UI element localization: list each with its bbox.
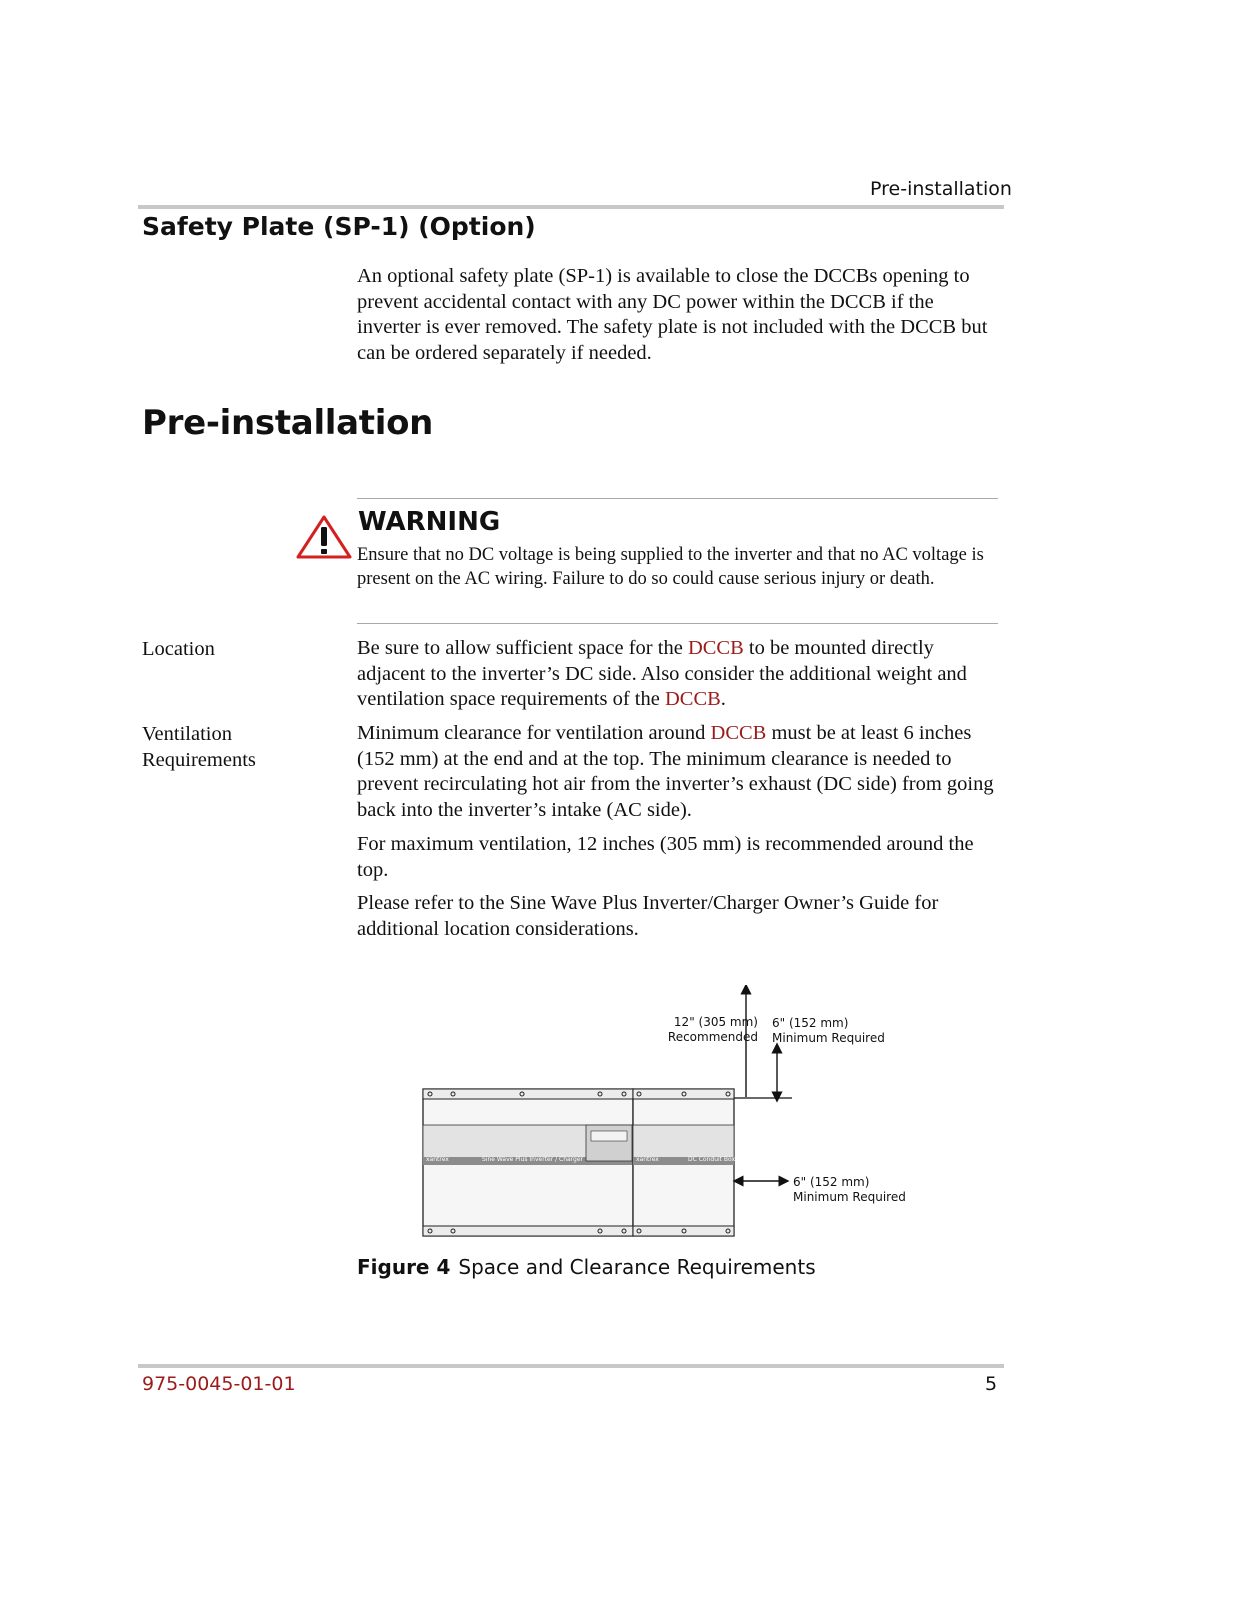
warning-top-rule	[357, 498, 998, 499]
dccb-name: DC Conduit Box	[688, 1156, 736, 1163]
warning-text: Ensure that no DC voltage is being supplied to the inverter and that no AC voltage is present on the AC wiring. Failure to do so could cause serious injury or death.	[357, 545, 984, 589]
figure-number: Figure 4	[357, 1255, 451, 1279]
inverter-brand: xantrex	[426, 1156, 449, 1163]
ventilation-text-2: must be at least 6 inches (152 mm) at the end and at the top. The minimum clearance is needed to prevent recirculating hot air from the inverter’s exhaust (DC side) from going back into the inverter’s intake (AC side).	[357, 722, 994, 821]
minimum-top-clearance-label	[772, 1016, 885, 1046]
document-number: 975-0045-01-01	[142, 1373, 296, 1395]
ventilation-label	[142, 721, 256, 773]
section-heading-safety-plate: Safety Plate (SP-1) (Option)	[142, 212, 536, 241]
recommended-clearance-caption: Recommended	[667, 1030, 758, 1044]
page-number: 5	[985, 1373, 998, 1395]
warning-bottom-rule	[357, 623, 998, 624]
location-text-1: Be sure to allow sufficient space for the	[357, 637, 688, 659]
dccb-link[interactable]: DCCB	[710, 722, 767, 744]
ventilation-label-line1: Ventilation	[142, 723, 232, 745]
ventilation-text-1: Minimum clearance for ventilation around	[357, 722, 711, 744]
warning-title: WARNING	[358, 507, 501, 537]
inverter-name: Sine Wave Plus Inverter / Charger	[482, 1156, 583, 1163]
recommended-clearance-label	[650, 1015, 758, 1045]
location-text-2: to be mounted directly adjacent to the inverter’s DC side. Also consider the additional weight and ventilation space requirements of the	[357, 637, 967, 710]
clearance-figure	[420, 985, 930, 1245]
ventilation-paragraph-2: For maximum ventilation, 12 inches (305 mm) is recommended around the top.	[357, 833, 974, 881]
safety-plate-paragraph: An optional safety plate (SP-1) is available to close the DCCBs opening to prevent accidental contact with any DC power within the DCCB if the inverter is ever removed. The safety plate is not included with the DCCB but can be ordered separately if needed.	[357, 265, 988, 364]
figure-caption	[357, 1255, 816, 1279]
dccb-brand: xantrex	[636, 1156, 659, 1163]
ventilation-paragraph-3: Please refer to the Sine Wave Plus Inverter/Charger Owner’s Guide for additional location considerations.	[357, 892, 939, 940]
footer-rule	[138, 1364, 1004, 1368]
recommended-clearance-value: 12" (305 mm)	[673, 1015, 758, 1029]
warning-triangle-icon	[296, 515, 352, 559]
ventilation-paragraph-1	[357, 721, 1002, 823]
location-paragraph	[357, 636, 1002, 713]
ventilation-label-line2: Requirements	[142, 749, 256, 771]
minimum-side-clearance-value: 6" (152 mm)	[793, 1175, 870, 1189]
figure-title: Space and Clearance Requirements	[458, 1255, 816, 1279]
dccb-link[interactable]: DCCB	[664, 688, 721, 710]
minimum-side-clearance-caption: Minimum Required	[793, 1190, 906, 1204]
dccb-link[interactable]: DCCB	[687, 637, 744, 659]
minimum-side-clearance-label	[793, 1175, 906, 1205]
header-rule	[138, 205, 1004, 209]
minimum-top-clearance-caption: Minimum Required	[772, 1031, 885, 1045]
minimum-top-clearance-value: 6" (152 mm)	[772, 1016, 849, 1030]
location-label: Location	[142, 638, 215, 660]
location-text-3: .	[720, 688, 726, 710]
running-header: Pre-installation	[870, 178, 1012, 200]
chapter-heading-preinstallation: Pre-installation	[142, 403, 434, 443]
